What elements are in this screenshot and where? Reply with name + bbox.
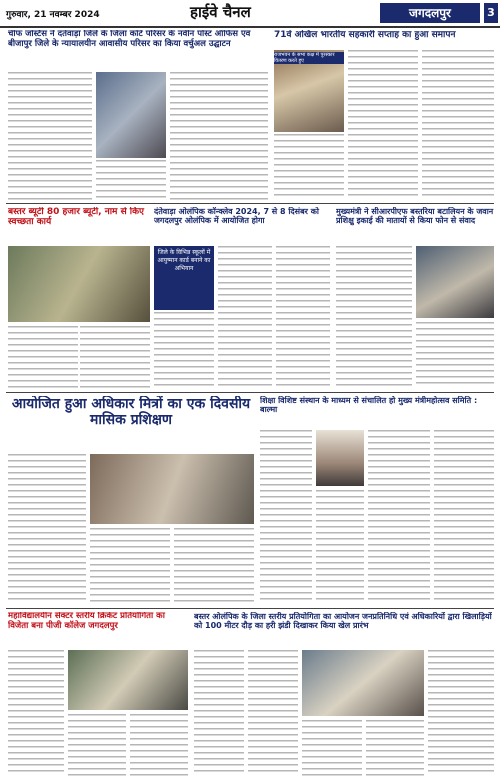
masthead	[0, 0, 500, 28]
story-column	[248, 650, 298, 776]
story-column	[194, 650, 244, 776]
divider	[6, 392, 494, 393]
divider	[6, 203, 494, 204]
story-column	[130, 714, 188, 776]
story-column	[366, 720, 424, 776]
divider	[6, 608, 494, 609]
story-column	[276, 246, 330, 388]
story-column	[8, 454, 86, 604]
story-column	[80, 326, 150, 388]
photo	[90, 454, 254, 524]
story-column	[368, 430, 430, 604]
story-column	[8, 650, 64, 776]
headline-adhikar-mitra: आयोजित हुआ अधिकार मित्रों का एक दिवसीय मासिक प्रशिक्षण	[11, 396, 251, 429]
headline-sahkari-saptah: 71वें अखिल भारतीय सहकारी सप्ताह का हुआ समापन	[274, 30, 456, 40]
photo	[416, 246, 494, 318]
story-column	[274, 134, 344, 200]
story-column	[68, 714, 126, 776]
story-column	[218, 246, 272, 388]
story-column	[174, 528, 254, 604]
issue-date: गुरुवार, 21 नवम्बर 2024	[6, 10, 100, 20]
page-number: 3	[484, 3, 498, 23]
story-column	[316, 490, 364, 604]
headline-cricket-pg-college: महाविद्यालयीन सेक्टर स्तरीय क्रिकेट प्रतियोगिता का विजेता बना पीजी कॉलेज जगदलपुर	[8, 612, 165, 631]
photo	[8, 246, 150, 322]
photo	[68, 650, 188, 710]
story-column	[428, 650, 494, 776]
story-column	[154, 312, 214, 388]
story-column	[96, 160, 166, 200]
story-column	[8, 326, 78, 388]
side-box: जिले के विभिन्न स्कूलों में आयुष्मान कार्ड बनाने का अभियान	[154, 246, 214, 310]
photo	[96, 72, 166, 158]
photo	[302, 650, 424, 716]
story-column	[260, 430, 312, 604]
headline-chief-justice: चीफ जस्टिस ने दंतेवाड़ा जिले के जिला कोर्ट परिसर के नवीन पोस्ट ऑफिस एवं बीजापुर जिले के न्यायालयीन आवासीय परिसर का किया वर्चुअल उद्घाटन	[8, 30, 251, 49]
story-column	[422, 50, 494, 200]
story-column	[170, 72, 268, 200]
story-column	[416, 322, 494, 388]
headline-bastar-beauty: बस्तर ब्यूटी 80 हजार ब्यूटी, नाम से किए स्वच्छता कार्य	[8, 207, 145, 228]
story-column	[8, 72, 92, 200]
photo-caption: राजभवन के सभा कक्ष में पुरस्कार वितरण करते हुए	[274, 52, 344, 64]
newspaper-brand: हाईवे चैनल	[190, 3, 251, 21]
headline-bastar-olympic-district: बस्तर ओलंपिक के जिला स्तरीय प्रतियोगिता का आयोजन जनप्रतिनिधि एवं अधिकारियों द्वारा खिलाड़ियों को 100 मीटर दौड़ का हरी झंडी दिखाकर किया खेल प्रारंभ	[194, 612, 492, 631]
edition-city: जगदलपुर	[380, 3, 480, 23]
headline-shiksha-sansthan: शिक्षा विशिष्ट संस्थान के माध्यम से संचालित हो मुख्य मंत्रीमहोत्सव समिति : बाल्मा	[260, 396, 478, 415]
story-column	[336, 246, 412, 388]
story-column	[348, 50, 418, 200]
portrait-photo	[316, 430, 364, 486]
story-column	[90, 528, 170, 604]
headline-cm-crpf: मुख्यमंत्री ने सीआरपीएफ बस्तरिया बटालियन के जवान प्रशिक्षु इकाई की मातायों से किया फोन से संवाद	[336, 207, 494, 226]
story-column	[302, 720, 362, 776]
story-column	[434, 430, 494, 604]
headline-olympic-conclave: दंतेवाड़ा ओलंपिक कॉन्क्लेव 2024, 7 से 8 दिसंबर को जगदलपुर ओलंपिक में आयोजित होगा	[154, 207, 319, 226]
